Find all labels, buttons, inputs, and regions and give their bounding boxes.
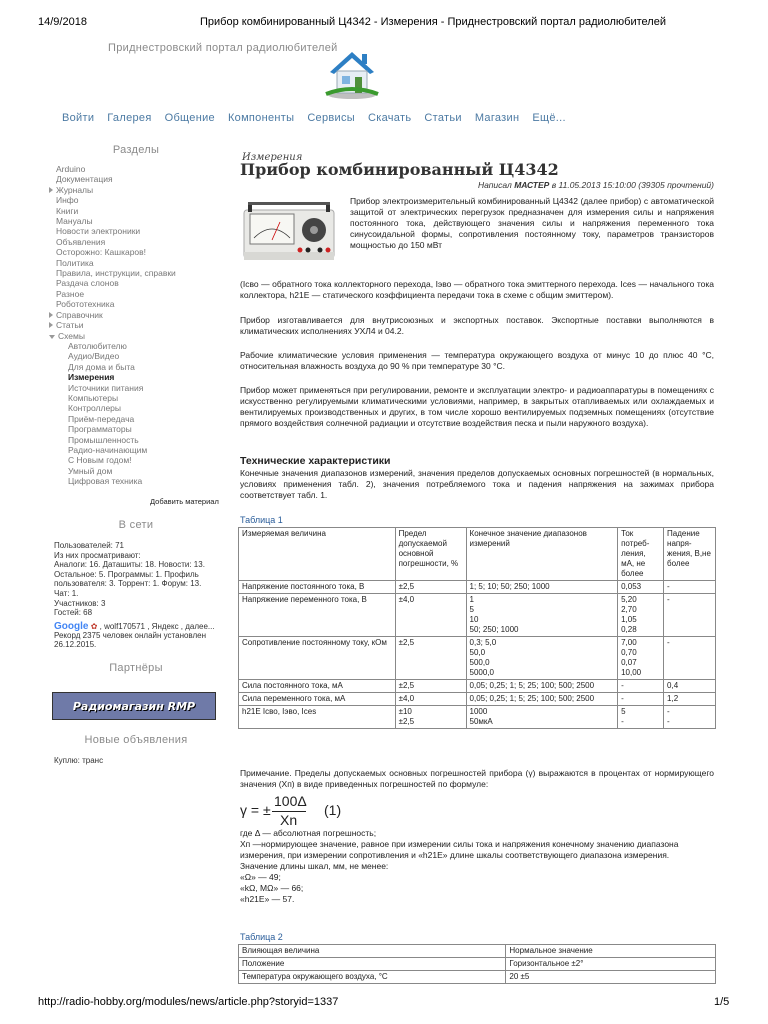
online-stat-line: Участников: 3 [54, 598, 106, 608]
table-row [239, 637, 716, 680]
table-cell: Сила постоянного тока, мА [239, 680, 396, 693]
definition-line: где Δ — абсолютная погрешность; [240, 828, 377, 838]
sidebar-item-label: Промышленность [68, 434, 139, 445]
sidebar-item[interactable] [56, 258, 220, 268]
sidebar-item-label: Новости электроники [56, 226, 141, 237]
table-row [239, 528, 716, 581]
sidebar-item-label: Документация [56, 174, 113, 185]
nav-link[interactable]: Общение [164, 112, 215, 124]
print-page-title: Прибор комбинированный Ц4342 - Измерения - Приднестровский портал радиолюбителей [200, 16, 666, 28]
sidebar-item-label: Политика [56, 257, 94, 268]
byline-prefix: Написал [477, 180, 512, 190]
table-cell: - [618, 693, 664, 706]
sidebar-item-label: Статьи [56, 320, 84, 331]
formula-numerator: 100Δ [274, 793, 307, 809]
sidebar-item[interactable] [56, 216, 220, 226]
definition-line: Хп —нормирующее значение, равное при измерении силы тока и напряжения конечному значению диапазона измерения, при измерении сопротивления и «h21E» длине шкалы соответствующего диапазона измерения. [240, 839, 679, 860]
caret-right-icon [49, 312, 53, 318]
definition-line: «Ω» — 49; [240, 872, 281, 882]
online-title: В сети [118, 519, 154, 531]
sidebar-item[interactable] [56, 247, 220, 257]
table-cell: 0,3; 5,0 50,0 500,0 5000,0 [466, 637, 618, 680]
sidebar-item[interactable] [56, 403, 220, 413]
formula-denominator: Xn [280, 812, 298, 828]
table-cell: 0,05; 0,25; 1; 5; 25; 100; 500; 2500 [466, 680, 618, 693]
online-members-list[interactable]: , wolf170571 , Яндекс , далее... [99, 622, 215, 631]
online-stat-line: Чат: 1. [54, 588, 79, 598]
sidebar-item[interactable] [56, 331, 220, 341]
sidebar-item[interactable] [56, 268, 220, 278]
sidebar-item-label: Радио-начинающим [68, 444, 148, 455]
sidebar-item[interactable] [56, 174, 220, 184]
sidebar-item-label: Для дома и быта [68, 361, 135, 372]
online-stat-line: Аналоги: 16. Даташиты: 18. Новости: 13. [54, 560, 205, 570]
table-cell: 0,05; 0,25; 1; 5; 25; 100; 500; 2500 [466, 693, 618, 706]
table-cell: ±2,5 [395, 637, 466, 680]
user-icon: ✿ [90, 622, 98, 631]
online-stat-line: пользователя: 3. Торрент: 1. Форум: 13. [54, 579, 202, 589]
table-cell: Измеряемая величина [239, 528, 396, 581]
sidebar-item[interactable] [56, 466, 220, 476]
google-text: Google [54, 621, 89, 632]
nav-link[interactable]: Войти [62, 112, 95, 124]
new-ads-title: Новые объявления [84, 734, 188, 746]
table-cell: Напряжение переменного тока, В [239, 594, 396, 637]
sidebar-item-label: Инфо [56, 195, 79, 206]
table-cell: 7,00 0,70 0,07 10,00 [618, 637, 664, 680]
definition-line: Значение длины шкал, мм, не менее: [240, 861, 389, 871]
table-cell: ±4,0 [395, 693, 466, 706]
site-name: Приднестровский портал радиолюбителей [108, 42, 338, 54]
caret-right-icon [49, 322, 53, 328]
table-cell: Предел допускаемой основной погрешности, % [395, 528, 466, 581]
table-row [239, 971, 716, 984]
sidebar-item[interactable] [56, 320, 220, 330]
table2-caption: Таблица 2 [240, 932, 283, 942]
sidebar-item[interactable] [56, 185, 220, 195]
sidebar-item-label: Правила, инструкции, справки [56, 268, 176, 279]
sidebar-item-label: Цифровая техника [68, 476, 143, 487]
sidebar-item-label: Источники питания [68, 382, 144, 393]
online-stat-line: Гостей: 68 [54, 608, 93, 618]
article-intro: Прибор электроизмерительный комбинированный Ц4342 (далее прибор) с автоматической защитой от электрических перегрузок предназначен для измерения силы и напряжения постоянного тока, действующего значения силы и напряжения переменного тока синусоидальной формы, сопротивления постоянному току, параметров транзисторов мощностью до 150 мВт [350, 196, 714, 250]
print-date: 14/9/2018 [38, 16, 87, 28]
house-logo-icon[interactable] [322, 44, 382, 100]
table-cell: Влияющая величина [239, 945, 506, 958]
sidebar-item-label: Раздача слонов [56, 278, 119, 289]
table-row [239, 680, 716, 693]
sidebar-item-label: Arduino [56, 164, 86, 174]
table-cell: 5,20 2,70 1,05 0,28 [618, 594, 664, 637]
table-row [239, 958, 716, 971]
sidebar-item-label: Программаторы [68, 424, 132, 435]
sidebar-item[interactable] [56, 455, 220, 465]
definition-line: «h21E» — 57. [240, 894, 295, 904]
sidebar-item-label: Контроллеры [68, 403, 122, 414]
article-byline [380, 180, 714, 190]
table-cell: Падение напря-жения, В,не более [664, 528, 716, 581]
article-paragraph: Конечные значения диапазонов измерений, значения пределов допускаемых основных погрешностей (в нормальных, условиях применения табл. 2), значения потребляемого тока и падения напряжения на зажимах прибора соответствует табл. 1. [240, 468, 714, 500]
sidebar-item-label: Справочник [56, 309, 103, 320]
table-note: Примечание. Пределы допускаемых основных погрешностей прибора (γ) выражаются в процентах от нормирующего значения (Хп) в виде приведенных погрешностей по формуле: [240, 768, 714, 789]
nav-link[interactable]: Сервисы [307, 112, 355, 124]
sections-title: Разделы [112, 144, 160, 156]
tech-heading: Технические характеристики [240, 455, 391, 467]
table-cell: - [664, 594, 716, 637]
sidebar-item-label: Умный дом [68, 465, 113, 476]
online-stat-line: Пользователей: 71 [54, 541, 125, 550]
sidebar-item[interactable] [56, 278, 220, 288]
nav-link[interactable]: Галерея [107, 112, 152, 124]
online-stats [54, 541, 224, 618]
sidebar-item[interactable] [56, 195, 220, 205]
sidebar-item[interactable] [56, 383, 220, 393]
sidebar-item[interactable] [56, 164, 220, 174]
online-stat-line: Остальное: 5. Программы: 1. Профиль [54, 569, 199, 579]
sidebar-item-label: Аудио/Видео [68, 351, 120, 362]
table-cell: Положение [239, 958, 506, 971]
add-material-link[interactable]: Добавить материал [150, 497, 219, 506]
nav-link[interactable]: Скачать [368, 112, 412, 124]
table-cell: Нормальное значение [506, 945, 716, 958]
table-cell: Напряжение постоянного тока, В [239, 581, 396, 594]
sidebar-item-label: Схемы [58, 330, 85, 341]
sidebar-item[interactable] [56, 226, 220, 236]
table-row [239, 945, 716, 958]
spec-table-1 [238, 527, 716, 729]
article-title: Прибор комбинированный Ц4342 [240, 160, 559, 179]
sidebar-item-label: Мануалы [56, 216, 93, 227]
sidebar-item[interactable] [56, 341, 220, 351]
online-record: Рекорд 2375 человек онлайн установлен 26.12.2015. [54, 631, 207, 649]
online-members [54, 622, 226, 649]
table-cell: Горизонтальное ±2° [506, 958, 716, 971]
table-cell: ±10 ±2,5 [395, 706, 466, 729]
table-cell: Ток потреб-ления, мА, не более [618, 528, 664, 581]
sidebar-item[interactable] [56, 372, 220, 382]
sidebar-item[interactable] [56, 362, 220, 372]
formula-definitions [240, 828, 714, 905]
table-cell: 1; 5; 10; 50; 250; 1000 [466, 581, 618, 594]
caret-down-icon [49, 335, 55, 339]
sidebar-item-label: Осторожно: Кашкаров! [56, 247, 147, 258]
table-cell: Конечное значение диапазонов измерений [466, 528, 618, 581]
table1-caption: Таблица 1 [240, 515, 283, 525]
caret-right-icon [49, 187, 53, 193]
breadcrumb-category[interactable]: Измерения [242, 152, 303, 163]
article-paragraph: Прибор может применяться при регулировании, ремонте и эксплуатации электро- и радиоаппаратуры в помещениях с искусственно регулируемыми климатическими условиями, например, в закрытых отапливаемых или охлаждаемых и вентилируемых производственных и других, в том числе хорошо вентилируемых подземных помещениях (отсутствие прямого воздействия солнечной радиации и отсутствие воздействия песка и пыли наружного воздуха). [240, 385, 714, 428]
sidebar-item-label: С Новым годом! [68, 455, 132, 466]
nav-link[interactable]: Компоненты [227, 112, 295, 124]
table-row [239, 706, 716, 729]
sidebar-item-label: Разное [56, 288, 85, 299]
byline-author[interactable]: МАСТЕР [514, 180, 550, 190]
partners-title: Партнёры [109, 662, 163, 674]
table-row [239, 693, 716, 706]
sidebar-item[interactable] [56, 476, 220, 486]
nav-link[interactable]: Магазин [474, 112, 520, 124]
formula-lhs: γ = ± [240, 802, 271, 818]
sidebar-item[interactable] [56, 435, 220, 445]
table-cell: Сопротивление постоянному току, кОм [239, 637, 396, 680]
table-cell: 1000 50мкА [466, 706, 618, 729]
article-legend: (Iсво — обратного тока коллекторного перехода, Iэво — обратного тока эмиттерного перехода. Iсеs — начального тока коллектора, h21E — статического коэффициента передачи тока в схеме с общим эмиттером). [240, 279, 714, 300]
byline-suffix: в 11.05.2013 15:10:00 (39305 прочтений) [551, 180, 714, 190]
table-cell: Сила переменного тока, мА [239, 693, 396, 706]
online-stat-line: Из них просматривают: [54, 550, 141, 560]
sidebar-item[interactable] [56, 351, 220, 361]
nav-link[interactable]: Статьи [424, 112, 462, 124]
article-paragraph: Рабочие климатические условия применения — температура окружающего воздуха от минус 10 до плюс 40 °С, относительная влажность воздуха до 90 % при температуре 30 °С. [240, 350, 714, 371]
table-cell: ±2,5 [395, 581, 466, 594]
print-url[interactable]: http://radio-hobby.org/modules/news/article.php?storyid=1337 [38, 996, 339, 1008]
banner-text: Радиомагазин RMP [72, 699, 196, 713]
sidebar-item[interactable] [56, 299, 220, 309]
table-cell: - [664, 581, 716, 594]
sidebar-item[interactable] [56, 393, 220, 403]
sidebar-item-label: Журналы [56, 184, 94, 195]
sidebar-item[interactable] [56, 310, 220, 320]
table-cell: 1,2 [664, 693, 716, 706]
sidebar-item[interactable] [56, 445, 220, 455]
sidebar-item-label: Объявления [56, 236, 106, 247]
print-page-number: 1/5 [714, 996, 730, 1008]
table-cell: ±2,5 [395, 680, 466, 693]
sidebar-item[interactable] [56, 424, 220, 434]
main-nav [62, 112, 579, 124]
table-cell: - [618, 680, 664, 693]
sidebar-item[interactable] [56, 206, 220, 216]
definition-line: «kΩ, MΩ» — 66; [240, 883, 304, 893]
sidebar-item[interactable] [56, 237, 220, 247]
table-cell: 0,053 [618, 581, 664, 594]
formula-label: (1) [324, 802, 342, 818]
sidebar-item-label: Компьютеры [68, 392, 119, 403]
device-photo [240, 200, 340, 268]
new-ads-item[interactable]: Куплю: транс [54, 756, 104, 765]
error-formula [240, 794, 380, 830]
sidebar-item[interactable] [56, 414, 220, 424]
sidebar-item[interactable] [56, 289, 220, 299]
sidebar-item-label: Робототехника [56, 299, 115, 310]
partner-banner[interactable] [52, 692, 216, 720]
table-cell: h21E Iсво, Iэво, Iсеs [239, 706, 396, 729]
table-cell: - [664, 637, 716, 680]
sidebar-item-label: Измерения [68, 372, 115, 383]
nav-link[interactable]: Ещё... [532, 112, 566, 124]
table-cell: 1 5 10 50; 250; 1000 [466, 594, 618, 637]
table-cell: - - [664, 706, 716, 729]
article-paragraph: Прибор изготавливается для внутрисоюзных и экспортных поставок. Экспортные поставки выполняются в климатических исполнениях УХЛ4 и 04.2. [240, 315, 714, 336]
sidebar-item-label: Автолюбителю [68, 340, 127, 351]
sidebar-item-label: Приём-передача [68, 413, 135, 424]
sidebar-menu [56, 164, 220, 487]
table-row [239, 581, 716, 594]
sidebar-item-label: Книги [56, 205, 79, 216]
table-cell: Температура окружающего воздуха, °С [239, 971, 506, 984]
conditions-table-2 [238, 944, 716, 984]
table-row [239, 594, 716, 637]
table-cell: 0,4 [664, 680, 716, 693]
table-cell: 20 ±5 [506, 971, 716, 984]
table-cell: 5 - [618, 706, 664, 729]
table-cell: ±4,0 [395, 594, 466, 637]
